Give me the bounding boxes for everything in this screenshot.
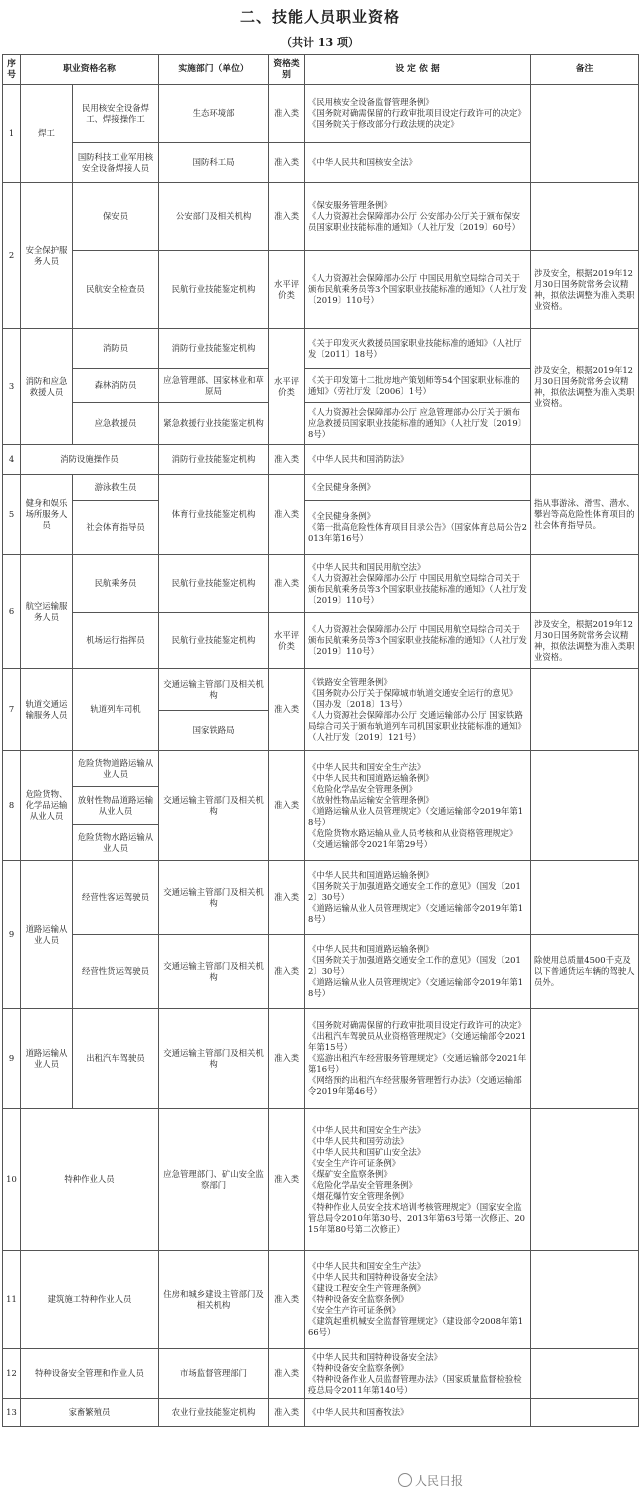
department: 消防行业技能鉴定机构 — [159, 445, 269, 475]
department: 交通运输主管部门及相关机构 — [159, 861, 269, 935]
page-subtitle: （共计 13 项） — [281, 36, 359, 49]
row-category: 危险货物、化学品运输从业人员 — [21, 751, 73, 861]
table-row — [3, 475, 639, 501]
qualification-name: 机场运行指挥员 — [73, 613, 159, 669]
qualification-name: 危险货物水路运输从业人员 — [73, 825, 159, 861]
note: 涉及安全，根据2019年12月30日国务院常务会议精神，拟依法调整为准入类职业资格。 — [531, 251, 639, 329]
qualification-name: 民航乘务员 — [73, 555, 159, 613]
table-row — [3, 445, 639, 475]
note — [531, 1399, 639, 1427]
basis: 《人力资源社会保障部办公厅 中国民用航空局综合司关于颁布民航乘务员等3个国家职业技能标准的通知》（人社厅发〔2019〕110号） — [305, 251, 531, 329]
basis: 《中华人民共和国消防法》 — [305, 445, 531, 475]
basis: 《中华人民共和国道路运输条例》 《国务院关于加强道路交通安全工作的意见》（国发〔2012〕30号） 《道路运输从业人员管理规定》（交通运输部令2019年第18号） — [305, 935, 531, 1009]
row-category: 轨道交通运输服务人员 — [21, 669, 73, 751]
department: 交通运输主管部门及相关机构 — [159, 669, 269, 711]
department: 应急管理部门、矿山安全监察部门 — [159, 1109, 269, 1251]
department: 公安部门及相关机构 — [159, 183, 269, 251]
table-header-row — [3, 55, 639, 85]
qualification-type: 水平评价类 — [269, 613, 305, 669]
row-category: 道路运输从业人员 — [21, 861, 73, 1009]
qualification-name: 游泳救生员 — [73, 475, 159, 501]
row-number: 4 — [3, 445, 21, 475]
basis: 《中华人民共和国特种设备安全法》 《特种设备安全监察条例》 《特种设备作业人员监督管理办法》（国家质量监督检验检疫总局令2011年第140号） — [305, 1349, 531, 1399]
note: 指从事游泳、滑雪、潜水、攀岩等高危险性体育项目的社会体育指导员。 — [531, 475, 639, 555]
watermark — [398, 1472, 463, 1489]
qualification-type: 准入类 — [269, 445, 305, 475]
note — [531, 1109, 639, 1251]
department: 国防科工局 — [159, 143, 269, 183]
basis: 《中华人民共和国安全生产法》 《中华人民共和国道路运输条例》 《危险化学品安全管理条例》 《放射性物品运输安全管理条例》 《道路运输从业人员管理规定》（交通运输部令2019年第18号） 《危险货物水路运输从业人员考核和从业资格管理规定》（交通运输部令2021年第29号） — [305, 751, 531, 861]
note: 涉及安全，根据2019年12月30日国务院常务会议精神，拟依法调整为准入类职业资格。 — [531, 613, 639, 669]
weibo-icon — [398, 1473, 412, 1487]
row-category: 航空运输服务人员 — [21, 555, 73, 669]
note — [531, 861, 639, 935]
basis: 《人力资源社会保障部办公厅 应急管理部办公厅关于颁布应急救援员国家职业技能标准的通知》（人社厅发〔2019〕8号） — [305, 403, 531, 445]
basis: 《国务院对确需保留的行政审批项目设定行政许可的决定》 《出租汽车驾驶员从业资格管理规定》（交通运输部令2021年第15号） 《巡游出租汽车经营服务管理规定》（交通运输部令2021年第16号） 《网络预约出租汽车经营服务管理暂行办法》（交通运输部令2019年第46号） — [305, 1009, 531, 1109]
department: 交通运输主管部门及相关机构 — [159, 1009, 269, 1109]
note — [531, 1009, 639, 1109]
department: 交通运输主管部门及相关机构 — [159, 935, 269, 1009]
qualification-name: 国防科技工业军用核安全设备焊接人员 — [73, 143, 159, 183]
qualification-type: 水平评价类 — [269, 251, 305, 329]
basis: 《中华人民共和国畜牧法》 — [305, 1399, 531, 1427]
qualification-name: 家畜繁殖员 — [21, 1399, 159, 1427]
row-number: 12 — [3, 1349, 21, 1399]
qualification-table — [2, 54, 639, 1427]
department: 消防行业技能鉴定机构 — [159, 329, 269, 369]
department: 应急管理部、国家林业和草原局 — [159, 369, 269, 403]
table-row — [3, 613, 639, 669]
qualification-type: 准入类 — [269, 1349, 305, 1399]
qualification-name: 消防员 — [73, 329, 159, 369]
row-number: 1 — [3, 85, 21, 183]
page-title: 二、技能人员职业资格 — [239, 8, 400, 26]
basis: 《人力资源社会保障部办公厅 中国民用航空局综合司关于颁布民航乘务员等3个国家职业技能标准的通知》（人社厅发〔2019〕110号） — [305, 613, 531, 669]
qualification-type: 准入类 — [269, 1399, 305, 1427]
basis: 《中华人民共和国民用航空法》 《人力资源社会保障部办公厅 中国民用航空局综合司关于颁布民航乘务员等3个国家职业技能标准的通知》（人社厅发〔2019〕110号） — [305, 555, 531, 613]
row-number: 8 — [3, 751, 21, 861]
row-category: 道路运输从业人员 — [21, 1009, 73, 1109]
row-number: 11 — [3, 1251, 21, 1349]
department: 农业行业技能鉴定机构 — [159, 1399, 269, 1427]
table-row — [3, 935, 639, 1009]
note — [531, 669, 639, 751]
basis: 《中华人民共和国安全生产法》 《中华人民共和国劳动法》 《中华人民共和国矿山安全法》 《安全生产许可证条例》 《煤矿安全监察条例》 《危险化学品安全管理条例》 《烟花爆竹安全管理条例》 《特种作业人员安全技术培训考核管理规定》（国家安全监管总局令2010年第30号、2013年第63号第一次修正、2015年第80号第二次修正） — [305, 1109, 531, 1251]
department: 国家铁路局 — [159, 711, 269, 751]
table-row — [3, 183, 639, 251]
table-row — [3, 1399, 639, 1427]
basis: 《关于印发灭火救援员国家职业技能标准的通知》（人社厅发〔2011〕18号） — [305, 329, 531, 369]
department: 交通运输主管部门及相关机构 — [159, 751, 269, 861]
basis: 《中华人民共和国道路运输条例》 《国务院关于加强道路交通安全工作的意见》（国发〔2012〕30号） 《道路运输从业人员管理规定》（交通运输部令2019年第18号） — [305, 861, 531, 935]
row-category: 焊工 — [21, 85, 73, 183]
department: 住房和城乡建设主管部门及相关机构 — [159, 1251, 269, 1349]
department: 生态环境部 — [159, 85, 269, 143]
table-row — [3, 555, 639, 613]
qualification-name: 放射性物品道路运输从业人员 — [73, 787, 159, 825]
qualification-type: 准入类 — [269, 1109, 305, 1251]
row-number: 7 — [3, 669, 21, 751]
row-number: 2 — [3, 183, 21, 329]
note: 涉及安全，根据2019年12月30日国务院常务会议精神，拟依法调整为准入类职业资格。 — [531, 329, 639, 445]
basis: 《民用核安全设备监督管理条例》 《国务院对确需保留的行政审批项目设定行政许可的决定》 《国务院关于修改部分行政法规的决定》 — [305, 85, 531, 143]
row-number: 9 — [3, 861, 21, 1009]
row-number: 13 — [3, 1399, 21, 1427]
qualification-name: 经营性客运驾驶员 — [73, 861, 159, 935]
qualification-type: 准入类 — [269, 861, 305, 935]
department: 市场监督管理部门 — [159, 1349, 269, 1399]
row-category: 健身和娱乐场所服务人员 — [21, 475, 73, 555]
qualification-name: 特种设备安全管理和作业人员 — [21, 1349, 159, 1399]
qualification-name: 建筑施工特种作业人员 — [21, 1251, 159, 1349]
qualification-type: 准入类 — [269, 1009, 305, 1109]
qualification-name: 经营性货运驾驶员 — [73, 935, 159, 1009]
qualification-type: 准入类 — [269, 669, 305, 751]
table-row — [3, 85, 639, 143]
qualification-name: 社会体育指导员 — [73, 501, 159, 555]
department: 民航行业技能鉴定机构 — [159, 251, 269, 329]
row-number: 6 — [3, 555, 21, 669]
note — [531, 1349, 639, 1399]
header-no: 序号 — [3, 55, 21, 85]
note — [531, 751, 639, 861]
qualification-name: 消防设施操作员 — [21, 445, 159, 475]
header-name: 职业资格名称 — [21, 55, 159, 85]
qualification-name: 应急救援员 — [73, 403, 159, 445]
row-number: 9 — [3, 1009, 21, 1109]
qualification-name: 民用核安全设备焊工、焊接操作工 — [73, 85, 159, 143]
table-row — [3, 669, 639, 711]
qualification-type: 准入类 — [269, 751, 305, 861]
note — [531, 1251, 639, 1349]
header-type: 资格类别 — [269, 55, 305, 85]
table-row — [3, 251, 639, 329]
qualification-name: 出租汽车驾驶员 — [73, 1009, 159, 1109]
note — [531, 555, 639, 613]
qualification-name: 特种作业人员 — [21, 1109, 159, 1251]
row-category: 消防和应急救援人员 — [21, 329, 73, 445]
basis: 《保安服务管理条例》 《人力资源社会保障部办公厅 公安部办公厅关于颁布保安员国家职业技能标准的通知》（人社厅发〔2019〕60号） — [305, 183, 531, 251]
qualification-type: 准入类 — [269, 935, 305, 1009]
watermark-text: 人民日报 — [415, 1474, 464, 1488]
row-number: 5 — [3, 475, 21, 555]
qualification-name: 保安员 — [73, 183, 159, 251]
header-note: 备注 — [531, 55, 639, 85]
department: 民航行业技能鉴定机构 — [159, 555, 269, 613]
header-basis: 设 定 依 据 — [305, 55, 531, 85]
qualification-type: 准入类 — [269, 555, 305, 613]
qualification-type: 准入类 — [269, 183, 305, 251]
row-category: 安全保护服务人员 — [21, 183, 73, 329]
department: 体育行业技能鉴定机构 — [159, 475, 269, 555]
table-row — [3, 329, 639, 369]
basis: 《中华人民共和国安全生产法》 《中华人民共和国特种设备安全法》 《建设工程安全生产管理条例》 《特种设备安全监察条例》 《安全生产许可证条例》 《建筑起重机械安全监督管理规定》（建设部令2008年第166号） — [305, 1251, 531, 1349]
qualification-type: 准入类 — [269, 85, 305, 143]
row-number: 10 — [3, 1109, 21, 1251]
department: 紧急救援行业技能鉴定机构 — [159, 403, 269, 445]
basis: 《全民健身条例》 — [305, 475, 531, 501]
qualification-type: 准入类 — [269, 1251, 305, 1349]
note — [531, 85, 639, 183]
table-row — [3, 751, 639, 787]
qualification-name: 森林消防员 — [73, 369, 159, 403]
qualification-type: 准入类 — [269, 143, 305, 183]
table-row — [3, 1251, 639, 1349]
table-row — [3, 861, 639, 935]
basis: 《关于印发第十二批房地产策划师等54个国家职业标准的通知》（劳社厅发〔2006〕1号） — [305, 369, 531, 403]
basis: 《中华人民共和国核安全法》 — [305, 143, 531, 183]
note — [531, 445, 639, 475]
table-row — [3, 1349, 639, 1399]
table-row — [3, 1009, 639, 1109]
qualification-name: 民航安全检查员 — [73, 251, 159, 329]
qualification-type: 准入类 — [269, 475, 305, 555]
row-number: 3 — [3, 329, 21, 445]
table-row — [3, 1109, 639, 1251]
qualification-name: 轨道列车司机 — [73, 669, 159, 751]
qualification-name: 危险货物道路运输从业人员 — [73, 751, 159, 787]
note: 除使用总质量4500千克及以下普通货运车辆的驾驶人员外。 — [531, 935, 639, 1009]
note — [531, 183, 639, 251]
header-dept: 实施部门（单位） — [159, 55, 269, 85]
basis: 《铁路安全管理条例》 《国务院办公厅关于保障城市轨道交通安全运行的意见》（国办发〔2018〕13号） 《人力资源社会保障部办公厅 交通运输部办公厅 国家铁路局综合司关于颁布轨道列车司机国家职业技能标准的通知》（人社厅发〔2019〕121号） — [305, 669, 531, 751]
qualification-type: 水平评价类 — [269, 329, 305, 445]
department: 民航行业技能鉴定机构 — [159, 613, 269, 669]
basis: 《全民健身条例》 《第一批高危险性体育项目目录公告》（国家体育总局公告2013年第16号） — [305, 501, 531, 555]
